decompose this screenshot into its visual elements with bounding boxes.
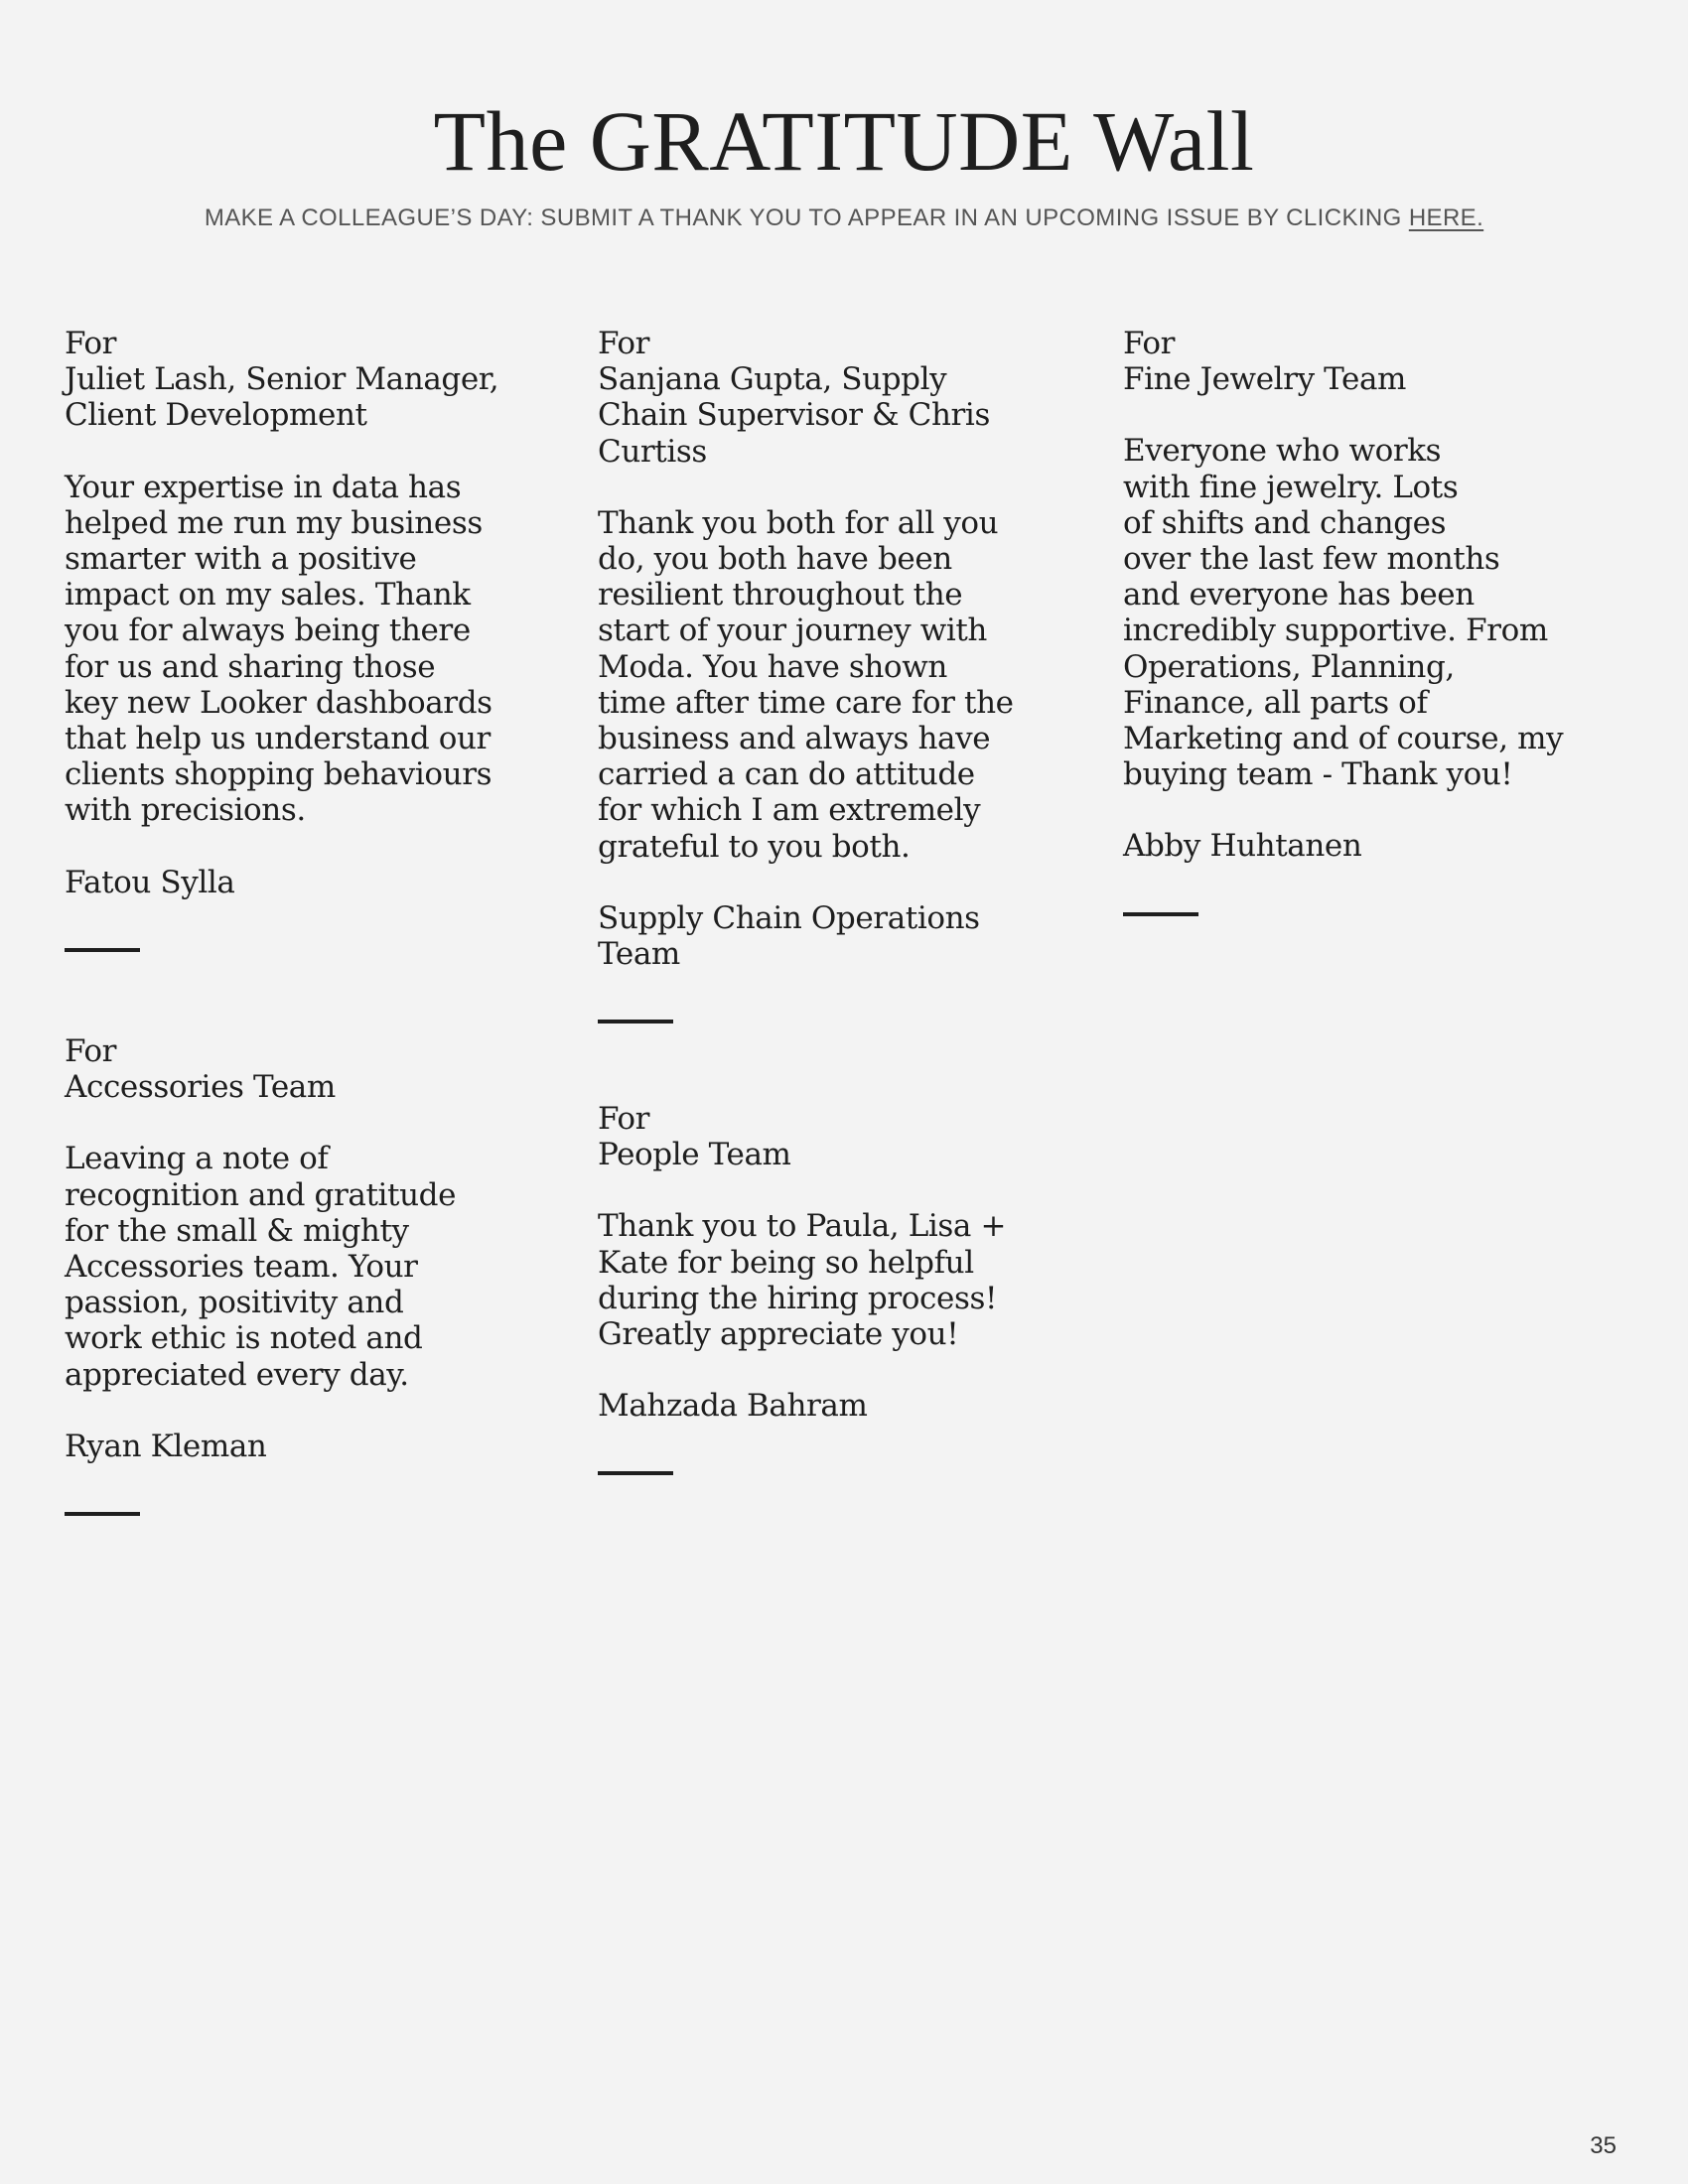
- note-message: Leaving a note of recognition and gratitude for the small & mighty Accessories team. Your passion, positivity and work ethic is noted and appreciated every day.: [65, 1141, 457, 1393]
- note-signature: Supply Chain Operations Team: [598, 899, 980, 973]
- note-divider: [598, 1471, 673, 1475]
- note-recipient: Fine Jewelry Team: [1123, 361, 1407, 398]
- note-message: Everyone who works with fine jewelry. Lots of shifts and changes over the last few months and everyone has been incredibly supportive. From Operations, Planning, Finance, all parts of Marketing and of course, my buying team - Thank you!: [1123, 433, 1564, 793]
- page-title: The GRATITUDE Wall: [433, 93, 1255, 189]
- gratitude-note: [1123, 326, 1639, 916]
- note-message: Your expertise in data has helped me run my business smarter with a positive impact on my sales. Thank you for always being there for us and sharing those key new Looker dashboards that help us understand our clients shopping behaviours with precisions.: [65, 469, 492, 829]
- note-recipient: Juliet Lash, Senior Manager, Client Development: [65, 361, 499, 434]
- note-signature: Ryan Kleman: [65, 1428, 267, 1464]
- note-message: Thank you to Paula, Lisa + Kate for being so helpful during the hiring process! Greatly appreciate you!: [598, 1208, 1007, 1353]
- submission-prompt-text: MAKE A COLLEAGUE’S DAY: SUBMIT A THANK YOU TO APPEAR IN AN UPCOMING ISSUE BY CLICKING: [204, 205, 1409, 231]
- gratitude-note: [65, 1033, 541, 1516]
- note-for-label: For: [1123, 326, 1176, 361]
- note-divider: [65, 1512, 140, 1516]
- gratitude-note: [598, 1101, 1074, 1475]
- note-for-label: For: [65, 1033, 117, 1069]
- gratitude-note: [598, 326, 1074, 1024]
- note-divider: [65, 948, 140, 952]
- submission-prompt: [0, 203, 1688, 234]
- note-signature: Abby Huhtanen: [1123, 828, 1362, 865]
- page-number: 35: [1590, 2132, 1617, 2159]
- note-recipient: Sanjana Gupta, Supply Chain Supervisor & Chris Curtiss: [598, 361, 990, 470]
- note-divider: [598, 1020, 673, 1024]
- note-for-label: For: [65, 326, 117, 361]
- note-signature: Fatou Sylla: [65, 864, 235, 900]
- note-for-label: For: [598, 326, 650, 361]
- note-signature: Mahzada Bahram: [598, 1388, 868, 1425]
- note-for-label: For: [598, 1101, 650, 1137]
- note-recipient: Accessories Team: [65, 1069, 336, 1106]
- note-recipient: People Team: [598, 1137, 791, 1173]
- gratitude-note: [65, 326, 541, 952]
- note-message: Thank you both for all you do, you both have been resilient throughout the start of your journey with Moda. You have shown time after time care for the business and always have carried a can do attitude for which I am extremely grateful to you both.: [598, 504, 1014, 865]
- submission-link[interactable]: HERE.: [1408, 205, 1484, 231]
- note-divider: [1123, 912, 1198, 916]
